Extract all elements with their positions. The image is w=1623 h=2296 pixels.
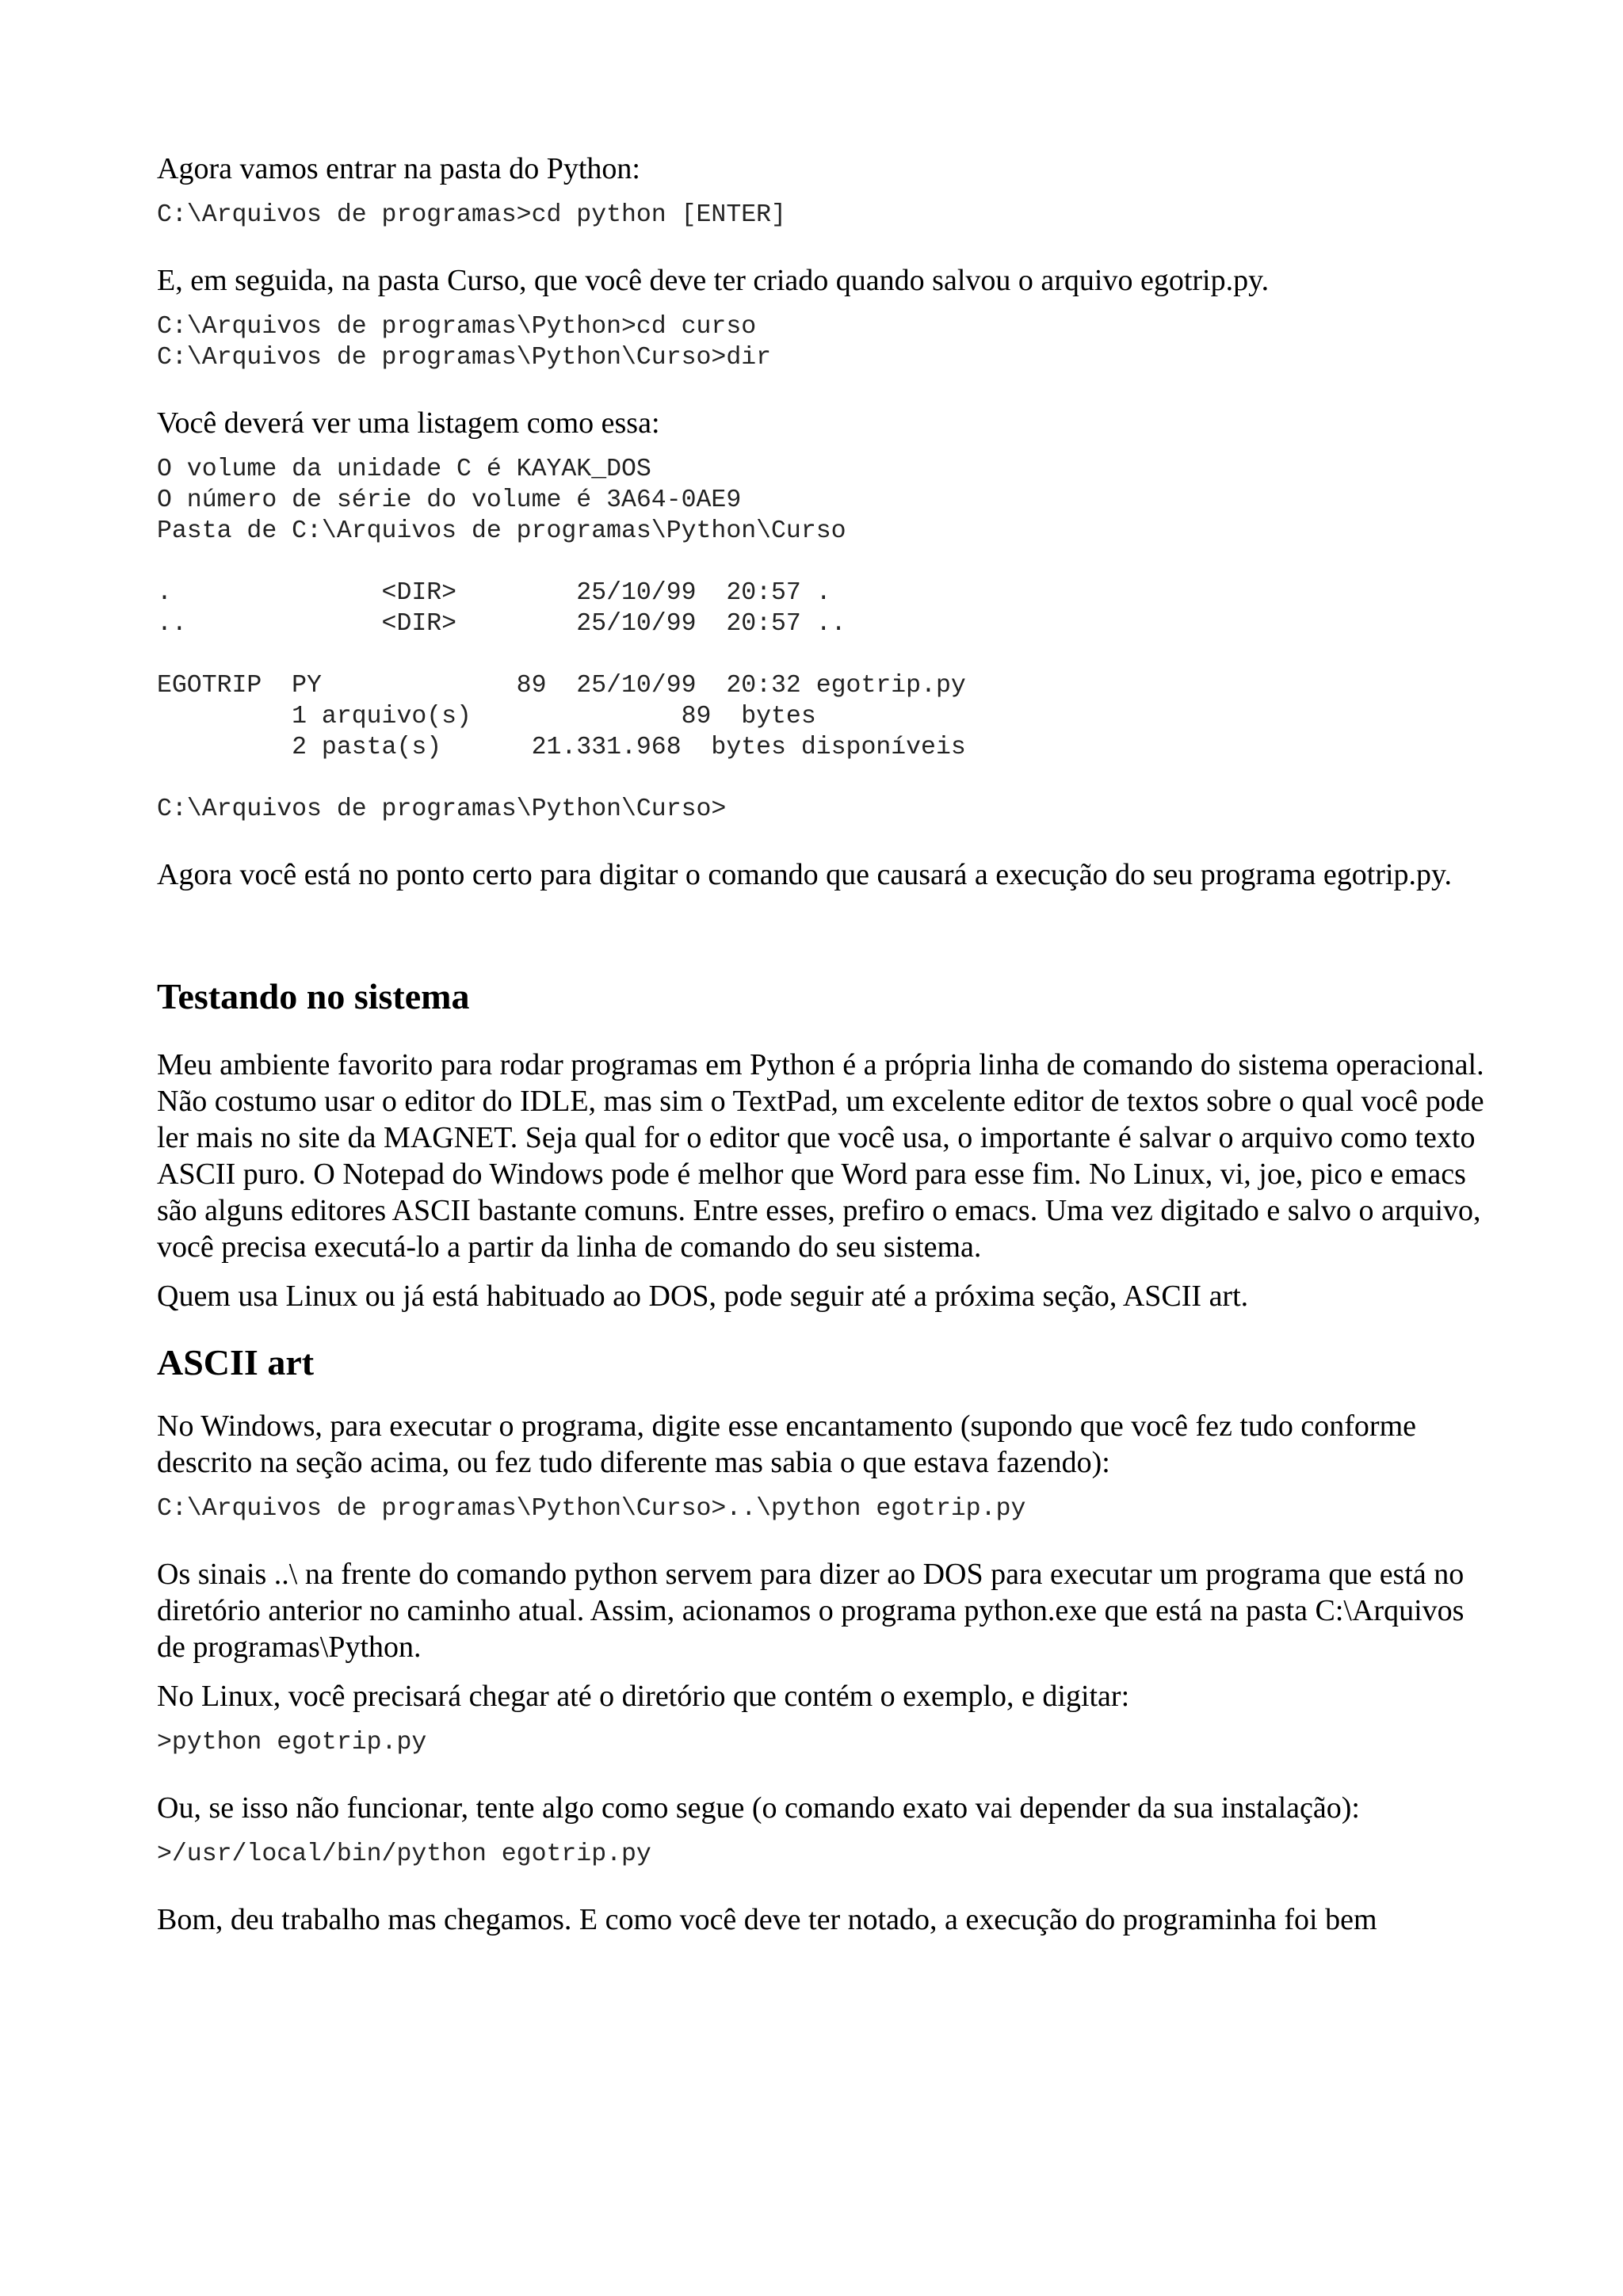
heading-testando: Testando no sistema bbox=[157, 976, 470, 1016]
paragraph-curso: E, em seguida, na pasta Curso, que você deve ter criado quando salvou o arquivo egotrip.py. bbox=[157, 264, 1270, 297]
paragraph-ready: Agora você está no ponto certo para digitar o comando que causará a execução do seu programa egotrip.py. bbox=[157, 858, 1453, 891]
paragraph-alternative: Ou, se isso não funcionar, tente algo como segue (o comando exato vai depender da sua instalação): bbox=[157, 1791, 1360, 1825]
paragraph-linux: No Linux, você precisará chegar até o diretório que contém o exemplo, e digitar: bbox=[157, 1680, 1130, 1713]
code-run-windows: C:\Arquivos de programas\Python\Curso>..\python egotrip.py bbox=[157, 1495, 1026, 1523]
paragraph-intro: Agora vamos entrar na pasta do Python: bbox=[157, 152, 640, 185]
code-cd-curso: C:\Arquivos de programas\Python>cd curso C:\Arquivos de programas\Python\Curso>dir bbox=[157, 313, 772, 372]
paragraph-windows: No Windows, para executar o programa, digite esse encantamento (supondo que você fez tudo conforme descrito na seção acima, ou fez tudo diferente mas sabia o que estava fazendo): bbox=[157, 1409, 1424, 1479]
code-cd-python: C:\Arquivos de programas>cd python [ENTER] bbox=[157, 201, 786, 229]
code-dir-listing: O volume da unidade C é KAYAK_DOS O número de série do volume é 3A64-0AE9 Pasta de C:\Arquivos de programas\Python\Curso . <DIR> 25/10/99 20:57 . .. <DIR> 25/10/99 20:57 .. EGOTRIP PY 89 25/10/99 20:32 egotrip.py 1 arquivo(s) 89 bytes 2 pasta(s) 21.331.968 bytes disponíveis C:\Arquivos de programas\Python\Curso> bbox=[157, 456, 966, 823]
code-run-linux-full: >/usr/local/bin/python egotrip.py bbox=[157, 1840, 651, 1868]
document-page bbox=[157, 151, 1492, 1938]
code-run-linux: >python egotrip.py bbox=[157, 1729, 427, 1756]
paragraph-ambiente: Meu ambiente favorito para rodar programas em Python é a própria linha de comando do sistema operacional. Não costumo usar o editor do IDLE, mas sim o TextPad, um excelente editor de textos sobre o qual você pode ler mais no site da MAGNET. Seja qual for o editor que você usa, o importante é salvar o arquivo como texto ASCII puro. O Notepad do Windows pode é melhor que Word para esse fim. No Linux, vi, joe, pico e emacs são alguns editores ASCII bastante comuns. Entre esses, prefiro o emacs. Uma vez digitado e salvo o arquivo, você precisa executá-lo a partir da linha de comando do seu sistema. bbox=[157, 1048, 1492, 1264]
heading-ascii-art: ASCII art bbox=[157, 1342, 315, 1383]
paragraph-listing: Você deverá ver uma listagem como essa: bbox=[157, 406, 660, 440]
paragraph-linux-dos: Quem usa Linux ou já está habituado ao DOS, pode seguir até a próxima seção, ASCII art. bbox=[157, 1280, 1249, 1313]
paragraph-sinais: Os sinais ..\ na frente do comando python servem para dizer ao DOS para executar um programa que está no diretório anterior no caminho atual. Assim, acionamos o programa python.exe que está na pasta C:\Arquivos de programas\Python. bbox=[157, 1558, 1472, 1664]
paragraph-final: Bom, deu trabalho mas chegamos. E como você deve ter notado, a execução do programinha foi bem bbox=[157, 1903, 1377, 1936]
